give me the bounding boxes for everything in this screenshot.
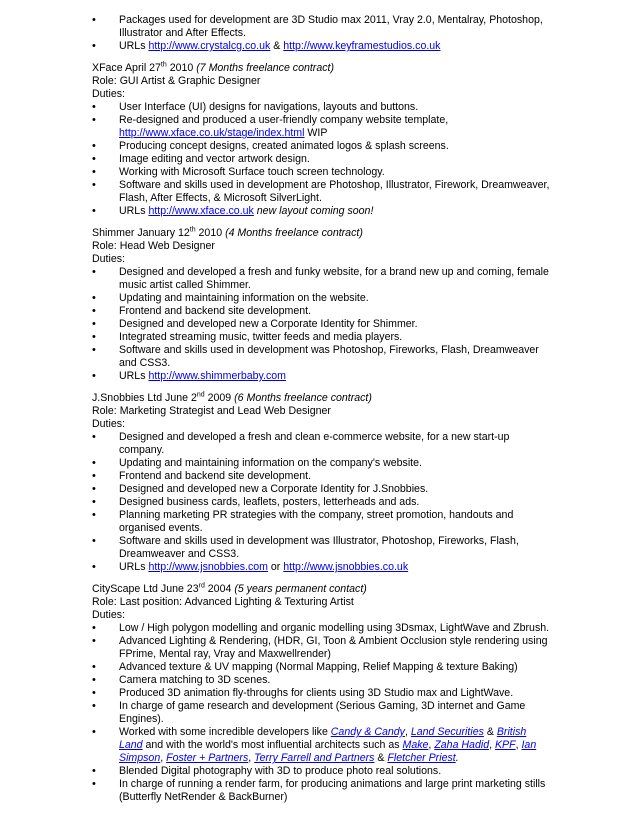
list-item: • Integrated streaming music, twitter feeds and media players. <box>92 331 552 344</box>
jsnobbies-couk-link[interactable]: http://www.jsnobbies.co.uk <box>283 561 409 573</box>
software-list: Illustrator, Photoshop, Fireworks, Flash, Dreamweaver and CSS3 <box>119 535 519 560</box>
separator: , <box>489 739 495 751</box>
date-text: June 2 <box>162 392 197 404</box>
separator: , <box>160 752 167 764</box>
list-item: • Designed and developed a fresh and clean e-commerce website, for a new start-up company. <box>92 431 552 457</box>
bullet-bold-text: 3D Studio max 2011, Vray 2.0, Mentalray, Photoshop, Illustrator and After Effects. <box>119 14 543 39</box>
xface-template-link[interactable]: http://www.xface.co.uk/stage/index.html <box>119 127 305 139</box>
company-name: J.Snobbies Ltd <box>92 392 163 404</box>
make-link[interactable]: Make <box>402 739 429 751</box>
bullet-text: Software and skills used in development are <box>119 179 330 191</box>
list-item: • In charge of game research and development (Serious Gaming, 3D internet and Game Engines). <box>92 700 552 726</box>
jsnobbies-com-link[interactable]: http://www.jsnobbies.com <box>148 561 268 573</box>
job-header <box>92 227 552 240</box>
date-text: 2009 <box>204 392 235 404</box>
list-item: • Produced 3D animation fly-throughs for clients using 3D Studio max and LightWave. <box>92 687 552 700</box>
duration: (6 Months freelance contract) <box>234 392 372 404</box>
bullet-text: URLs <box>119 205 149 217</box>
bullet-text: WIP <box>304 127 328 139</box>
separator: , <box>248 752 255 764</box>
company-name: XFace <box>92 62 123 74</box>
candy-candy-link[interactable]: Candy & Candy <box>330 726 405 738</box>
bullet-text: Worked with some incredible developers like <box>119 726 331 738</box>
job-cityscape <box>92 583 552 804</box>
separator: , <box>515 739 522 751</box>
list-item <box>92 179 552 205</box>
list-item: • Image editing and vector artwork design. <box>92 153 552 166</box>
list-item <box>92 370 552 383</box>
list-item <box>92 14 552 40</box>
bullet-text: or <box>267 561 284 573</box>
bullet-text: Re-designed and produced a user-friendly company website template, <box>119 114 449 126</box>
duration: (7 Months freelance contract) <box>196 62 334 74</box>
british-land-link[interactable]: British Land <box>119 726 527 751</box>
job-xface <box>92 62 552 218</box>
company-name: CityScape Ltd <box>92 583 158 595</box>
role-title: Last position: Advanced Lighting & Texturing Artist <box>119 596 354 608</box>
job-shimmer <box>92 227 552 383</box>
duties-label: Duties: <box>92 609 125 621</box>
list-item: • Planning marketing PR strategies with the company, street promotion, handouts and organised events. <box>92 509 552 535</box>
list-item: • Designed and developed a fresh and funky website, for a brand new up and coming, female music artist called Shimmer. <box>92 266 552 292</box>
bullet-text: Packages used for development are <box>119 14 292 26</box>
separator: . <box>455 752 459 764</box>
list-item: • Blended Digital photography with 3D to produce photo real solutions. <box>92 765 552 778</box>
list-item: • Low / High polygon modelling and organic modelling using 3Dsmax, LightWave and Zbrush. <box>92 622 552 635</box>
bullet-text: & <box>270 40 284 52</box>
duration: (5 years permanent contact) <box>234 583 367 595</box>
role-line <box>92 596 552 609</box>
bullet-text: and with the world's most influential architects such as <box>142 739 403 751</box>
duties-list <box>92 622 552 804</box>
list-item <box>92 344 552 370</box>
list-item: • Producing concept designs, created animated logos & splash screens. <box>92 140 552 153</box>
job-header <box>92 392 552 405</box>
list-item <box>92 205 552 218</box>
list-item: • Designed and developed new a Corporate Identity for J.Snobbies. <box>92 483 552 496</box>
role-line <box>92 75 552 88</box>
list-item: • Working with Microsoft Surface touch screen technology. <box>92 166 552 179</box>
bullet-text: . <box>236 548 240 560</box>
job-header <box>92 583 552 596</box>
bullet-text: URLs <box>119 370 149 382</box>
duties-list <box>92 101 552 218</box>
shimmer-link[interactable]: http://www.shimmerbaby.com <box>148 370 287 382</box>
duties-label: Duties: <box>92 88 125 100</box>
duration: (4 Months freelance contract) <box>225 227 363 239</box>
bullet-text: URLs <box>119 561 149 573</box>
date-text: April 27 <box>122 62 161 74</box>
role-title: Marketing Strategist and Lead Web Designer <box>119 405 331 417</box>
role-title: GUI Artist & Graphic Designer <box>119 75 261 87</box>
list-item <box>92 535 552 561</box>
duties-list <box>92 266 552 383</box>
software-list: Photoshop, Fireworks, Flash, Dreamweaver and CSS3. <box>119 344 539 369</box>
terry-farrell-link[interactable]: Terry Farrell and Partners <box>254 752 375 764</box>
list-item: • User Interface (UI) designs for navigations, layouts and buttons. <box>92 101 552 114</box>
date-text: January 12 <box>134 227 190 239</box>
role-label: Role: <box>92 240 120 252</box>
ian-simpson-link[interactable]: Ian Simpson <box>119 739 537 764</box>
bullet-text: URLs <box>119 40 149 52</box>
kpf-link[interactable]: KPF <box>494 739 516 751</box>
list-item: • Camera matching to 3D scenes. <box>92 674 552 687</box>
duties-label: Duties: <box>92 253 125 265</box>
list-item <box>92 726 552 765</box>
company-name: Shimmer <box>92 227 135 239</box>
date-text: 2004 <box>204 583 235 595</box>
intro-bullets <box>92 14 552 53</box>
list-item: • Advanced Lighting & Rendering, (HDR, GI, Toon & Ambient Occlusion style rendering using FPrime, Mental ray, Vray and Maxwellrender) <box>92 635 552 661</box>
zaha-hadid-link[interactable]: Zaha Hadid <box>434 739 490 751</box>
list-item: • Advanced texture & UV mapping (Normal Mapping, Relief Mapping & texture Baking) <box>92 661 552 674</box>
date-sup: nd <box>196 391 205 399</box>
list-item: • In charge of running a render farm, for producing animations and large print marketing stills (Butterfly NetRender & BackBurner) <box>92 778 552 804</box>
url-note: new layout coming soon! <box>253 205 374 217</box>
role-title: Head Web Designer <box>119 240 215 252</box>
date-sup: th <box>160 61 167 69</box>
duties-list <box>92 431 552 574</box>
list-item: • Designed and developed new a Corporate Identity for Shimmer. <box>92 318 552 331</box>
date-text: 2010 <box>195 227 226 239</box>
software-list: Photoshop, Illustrator, Firework, Dreamweaver, Flash, After Effects, & Microsoft SilverLight. <box>119 179 550 204</box>
job-jsnobbies <box>92 392 552 574</box>
duties-label: Duties: <box>92 418 125 430</box>
list-item <box>92 114 552 140</box>
list-item <box>92 561 552 574</box>
separator: , <box>404 726 411 738</box>
date-text: 2010 <box>166 62 197 74</box>
list-item: • Frontend and backend site development. <box>92 305 552 318</box>
date-sup: th <box>189 226 196 234</box>
list-item <box>92 40 552 53</box>
crystalcg-link[interactable]: http://www.crystalcg.co.uk <box>148 40 271 52</box>
keyframestudios-link[interactable]: http://www.keyframestudios.co.uk <box>283 40 441 52</box>
role-label: Role: <box>92 75 120 87</box>
separator: & <box>483 726 497 738</box>
job-header <box>92 62 552 75</box>
bullet-text: Software and skills used in development was <box>119 344 333 356</box>
role-label: Role: <box>92 596 120 608</box>
separator: & <box>374 752 388 764</box>
list-item: • Updating and maintaining information on the company's website. <box>92 457 552 470</box>
foster-partners-link[interactable]: Foster + Partners <box>166 752 249 764</box>
fletcher-priest-link[interactable]: Fletcher Priest <box>387 752 456 764</box>
date-sup: rd <box>198 582 205 590</box>
list-item: • Frontend and backend site development. <box>92 470 552 483</box>
role-line <box>92 405 552 418</box>
role-label: Role: <box>92 405 120 417</box>
date-text: June 23 <box>157 583 199 595</box>
list-item: • Designed business cards, leaflets, posters, letterheads and ads. <box>92 496 552 509</box>
bullet-text: Software and skills used in development was <box>119 535 333 547</box>
land-securities-link[interactable]: Land Securities <box>410 726 484 738</box>
list-item: • Updating and maintaining information on the website. <box>92 292 552 305</box>
xface-link[interactable]: http://www.xface.co.uk <box>148 205 254 217</box>
separator: , <box>428 739 435 751</box>
role-line <box>92 240 552 253</box>
